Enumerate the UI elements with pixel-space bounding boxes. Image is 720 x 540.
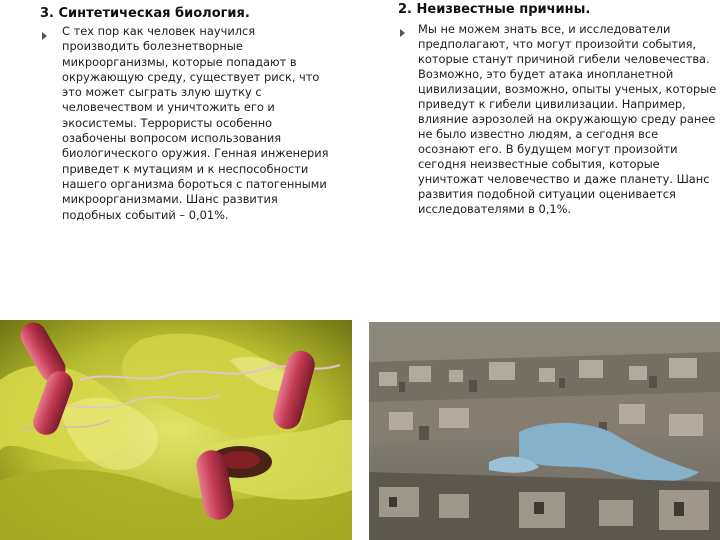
bullet-arrow-icon <box>400 29 405 37</box>
section-heading-synthetic-biology: 3. Синтетическая биология. <box>40 6 250 21</box>
ruins-illustration <box>369 322 720 540</box>
section-text-synthetic-biology: С тех пор как человек научился производить болезнетворные микроорганизмы, которые попадают в окружающую среду, существует риск, что это может сыграть злую шутку с человечеством и уничтожить его и экосистемы. Террористы особенно озабочены вопросом использования биологического оружия. Генная инженерия приведет к мутациям и к неспособности нашего организма бороться с патогенными микроорганизмами. Шанс развития подобных событий – 0,01%. <box>62 24 329 222</box>
destroyed-city-image <box>369 322 720 540</box>
section-text-unknown-causes: Мы не можем знать все, и исследователи предполагают, что могут произойти события, которые станут причиной гибели человечества. Возможно, это будет атака инопланетной цивилизации, возможно, опыты ученых, которые приведут к гибели цивилизации. Например, влияние аэрозолей на окружающую среду ранее не было известно людям, а сегодня все осознают его. В будущем могут произойти сегодня неизвестные события, которые уничтожат человечество и даже планету. Шанс развития подобной ситуации оценивается исследователями в 0,1%. <box>418 22 717 216</box>
bacteria-illustration <box>0 320 352 540</box>
bullet-arrow-icon <box>42 32 47 40</box>
bacteria-micrograph-image <box>0 320 352 540</box>
section-heading-unknown-causes: 2. Неизвестные причины. <box>398 2 591 17</box>
